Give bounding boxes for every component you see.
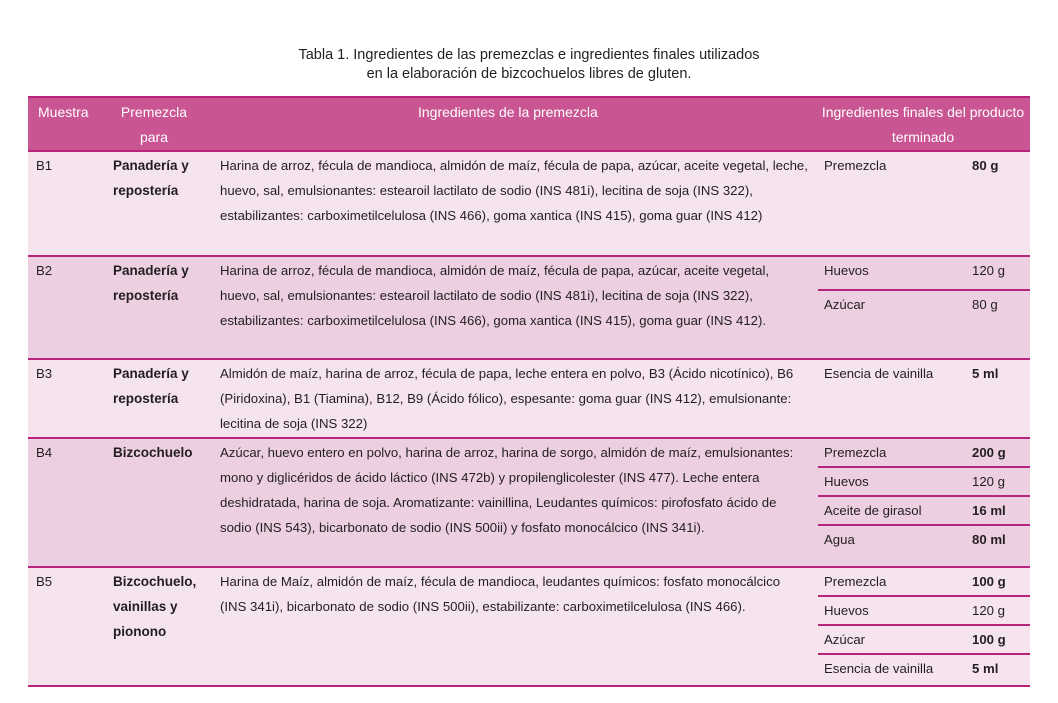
final-ingredient-name: Agua xyxy=(824,532,855,547)
final-ingredient-item xyxy=(818,568,1030,597)
final-ingredient-name: Azúcar xyxy=(824,297,866,312)
header-ingredientes-premezcla: Ingredientes de la premezcla xyxy=(418,104,598,120)
premix-ingredients: Almidón de maíz, harina de arroz, fécula de papa, leche entera en polvo, B3 (Ácido nicotínico), B6 (Piridoxina), B1 (Tiamina), B12, B9 (Ácido fólico), espesante: goma guar (INS 412), emulsionante: lecitina de soja (INS 322) xyxy=(220,366,794,431)
premix-ingredients: Harina de Maíz, almidón de maíz, fécula de mandioca, leudantes químicos: fosfato monocálcico (INS 341i), bicarbonato de sodio (INS 500ii), estabilizante: carboximetilcelulosa (INS 466). xyxy=(220,574,781,614)
final-ingredient-item xyxy=(818,626,1030,655)
final-ingredient-qty: 16 ml xyxy=(972,503,1006,518)
sample-id: B5 xyxy=(36,574,53,589)
caption-line-2: en la elaboración de bizcochuelos libres de gluten. xyxy=(366,66,692,82)
final-ingredients xyxy=(818,152,1030,179)
final-ingredient-qty: 120 g xyxy=(972,603,1006,618)
table-row xyxy=(28,439,1030,568)
final-ingredient-name: Premezcla xyxy=(824,445,887,460)
premix-use: Panadería y repostería xyxy=(113,366,189,406)
final-ingredient-qty: 80 ml xyxy=(972,532,1006,547)
premix-use: Panadería y repostería xyxy=(113,263,189,303)
final-ingredient-name: Huevos xyxy=(824,603,869,618)
final-ingredient-qty: 5 ml xyxy=(972,661,999,676)
final-ingredient-name: Huevos xyxy=(824,263,869,278)
table-row xyxy=(28,360,1030,439)
table-row xyxy=(28,152,1030,257)
final-ingredients xyxy=(818,257,1030,318)
final-ingredient-name: Huevos xyxy=(824,474,869,489)
table-caption xyxy=(0,46,1058,84)
caption-line-1: Tabla 1. Ingredientes de las premezclas e ingredientes finales utilizados xyxy=(298,47,760,63)
final-ingredient-item xyxy=(818,597,1030,626)
final-ingredient-item xyxy=(818,291,1030,318)
final-ingredient-qty: 80 g xyxy=(972,158,999,173)
header-ingredientes-finales: Ingredientes finales del producto terminado xyxy=(821,104,1025,145)
final-ingredients xyxy=(818,568,1030,682)
final-ingredients xyxy=(818,360,1030,387)
premix-ingredients: Azúcar, huevo entero en polvo, harina de arroz, harina de sorgo, almidón de maíz, emulsionantes: mono y diglicéridos de ácido láctico (INS 472b) y propilenglicolester (INS 477). Leche entera deshidratada, harina de soja. Aromatizante: vainillina, Leudantes químicos: pirofosfato ácido de sodio (INS 543), bicarbonato de sodio (INS 500ii) y fosfato monocálcico (INS 341i). xyxy=(220,445,794,535)
table-row xyxy=(28,257,1030,360)
sample-id: B3 xyxy=(36,366,53,381)
table-header xyxy=(28,96,1030,152)
header-premezcla-para: Premezcla para xyxy=(120,104,188,145)
final-ingredient-item xyxy=(818,257,1030,291)
sample-id: B1 xyxy=(36,158,53,173)
final-ingredient-qty: 100 g xyxy=(972,632,1006,647)
final-ingredient-item xyxy=(818,439,1030,468)
final-ingredient-name: Azúcar xyxy=(824,632,866,647)
final-ingredient-name: Esencia de vainilla xyxy=(824,661,934,676)
final-ingredient-item xyxy=(818,526,1030,553)
premix-ingredients: Harina de arroz, fécula de mandioca, almidón de maíz, fécula de papa, azúcar, aceite vegetal, huevo, sal, emulsionantes: estearoil lactilato de sodio (INS 481i), lecitina de soja (INS 322), estabilizantes: carboximetilcelulosa (INS 466), goma xantica (INS 415), goma guar (INS 412). xyxy=(220,263,770,328)
sample-id: B4 xyxy=(36,445,53,460)
final-ingredient-qty: 5 ml xyxy=(972,366,999,381)
final-ingredient-name: Premezcla xyxy=(824,158,887,173)
header-muestra: Muestra xyxy=(38,104,89,120)
final-ingredients xyxy=(818,439,1030,553)
final-ingredient-name: Esencia de vainilla xyxy=(824,366,934,381)
premix-use: Bizcochuelo xyxy=(113,445,193,460)
final-ingredient-qty: 120 g xyxy=(972,263,1006,278)
final-ingredient-qty: 200 g xyxy=(972,445,1006,460)
final-ingredient-item xyxy=(818,152,1030,179)
sample-id: B2 xyxy=(36,263,53,278)
final-ingredient-name: Aceite de girasol xyxy=(824,503,922,518)
final-ingredient-item xyxy=(818,360,1030,387)
ingredients-table xyxy=(28,96,1030,687)
final-ingredient-item xyxy=(818,497,1030,526)
final-ingredient-qty: 120 g xyxy=(972,474,1006,489)
final-ingredient-name: Premezcla xyxy=(824,574,887,589)
premix-ingredients: Harina de arroz, fécula de mandioca, almidón de maíz, fécula de papa, azúcar, aceite vegetal, leche, huevo, sal, emulsionantes: estearoil lactilato de sodio (INS 481i), lecitina de soja (INS 322), estabilizantes: carboximetilcelulosa (INS 466), goma xantica (INS 415), goma guar (INS 412) xyxy=(220,158,808,223)
final-ingredient-item xyxy=(818,468,1030,497)
premix-use: Bizcochuelo, vainillas y pionono xyxy=(113,574,197,639)
final-ingredient-qty: 80 g xyxy=(972,297,998,312)
table-row xyxy=(28,568,1030,687)
final-ingredient-item xyxy=(818,655,1030,682)
premix-use: Panadería y repostería xyxy=(113,158,189,198)
final-ingredient-qty: 100 g xyxy=(972,574,1006,589)
